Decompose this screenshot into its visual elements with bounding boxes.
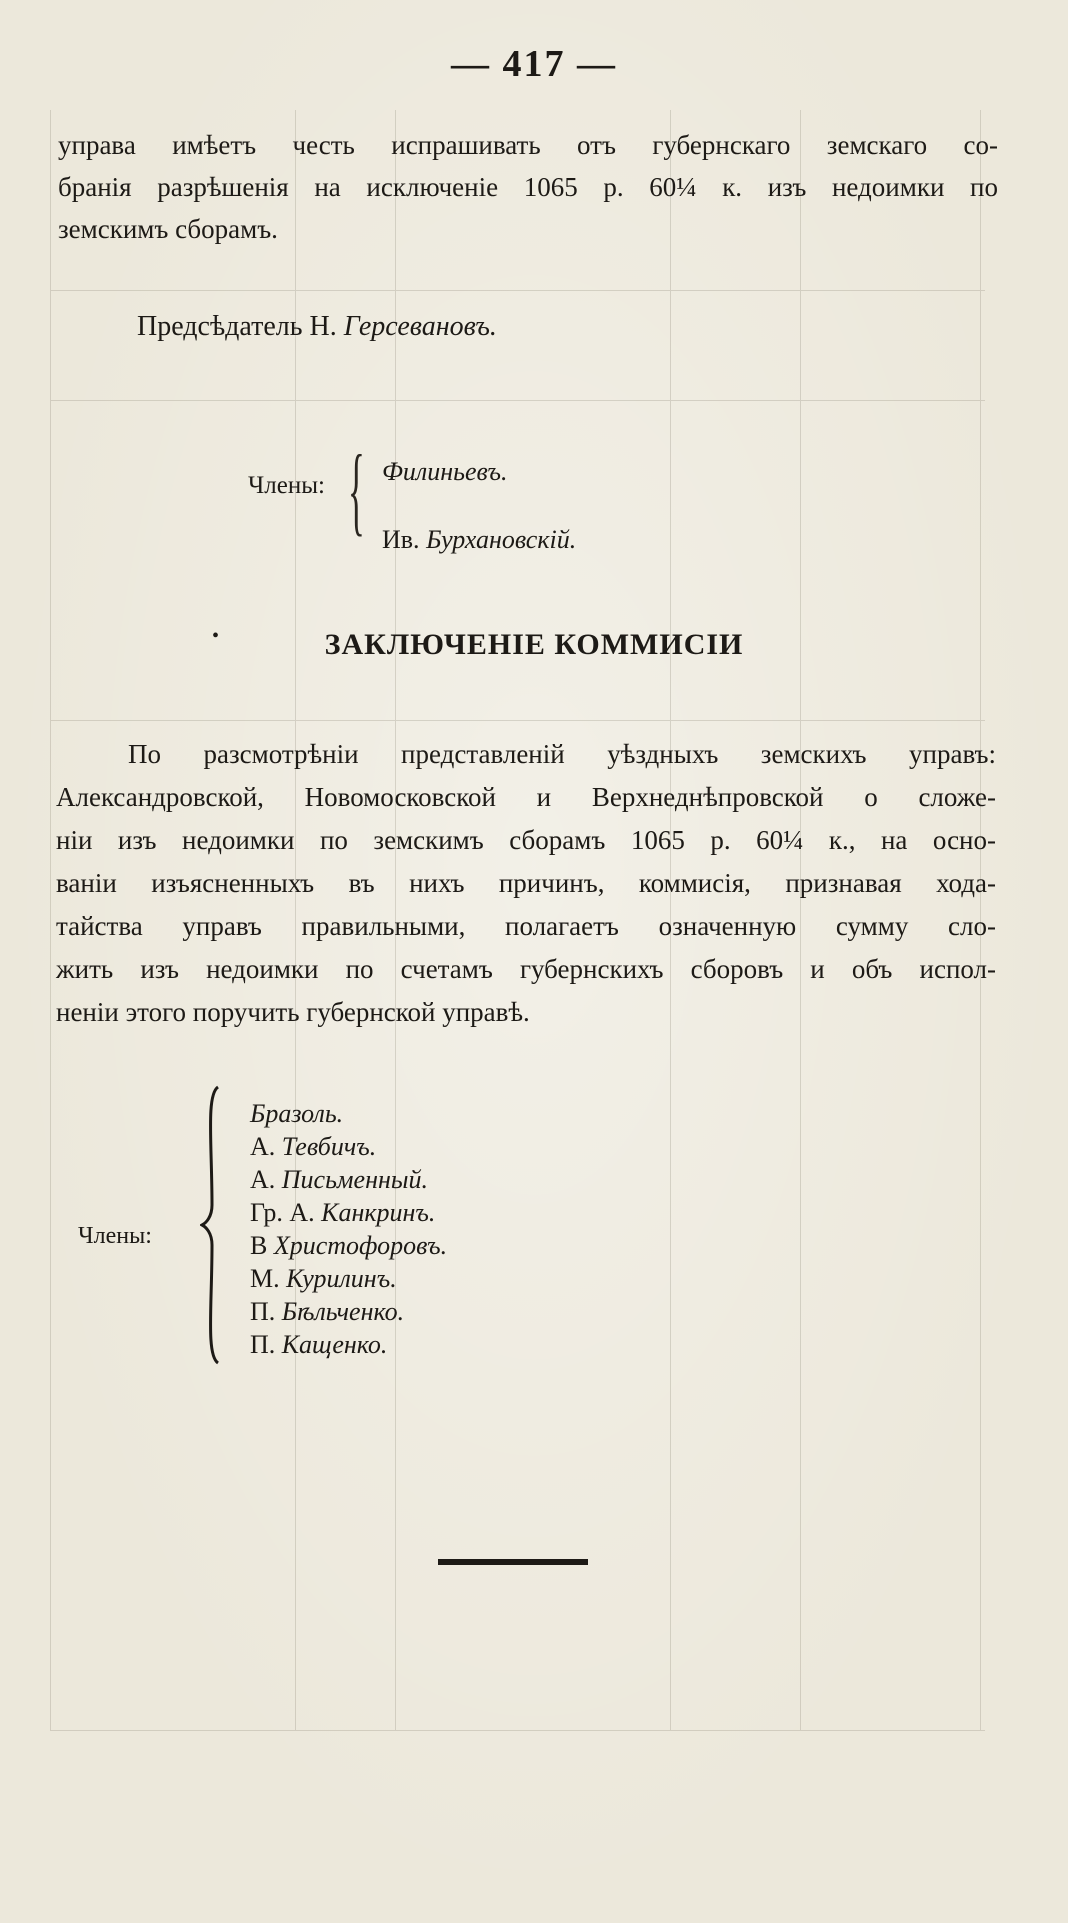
member-entry (250, 1295, 447, 1328)
member-entry (250, 1196, 447, 1229)
member-name: Христофоровъ. (273, 1231, 448, 1260)
conclusion-line: жить изъ недоимки по счетамъ губернскихъ сборовъ и объ испол- (56, 954, 996, 984)
brace (200, 1085, 226, 1365)
brace: { (348, 434, 365, 545)
member-entry (382, 506, 576, 574)
chairman-name: Герсевановъ. (343, 311, 497, 342)
member-name: Бѣльченко. (281, 1297, 405, 1326)
members-list (250, 1097, 447, 1361)
member-initial: Гр. А. (250, 1198, 315, 1227)
stray-mark: • (212, 625, 220, 647)
member-initial: Ив. (382, 525, 420, 554)
member-name: Канкринъ. (321, 1198, 436, 1227)
member-initial: П. (250, 1297, 276, 1326)
member-name: Тевбичъ. (281, 1132, 377, 1161)
member-name: Филиньевъ. (382, 457, 508, 486)
page-number: — 417 — (451, 43, 617, 85)
conclusion-line: ваніи изъясненныхъ въ нихъ причинъ, коммисія, признавая хода- (56, 868, 996, 898)
intro-line: бранія разрѣшенія на исключеніе 1065 р. 60¼ к. изъ недоимки по (58, 172, 998, 202)
conclusion-line: По разсмотрѣніи представленій уѣздныхъ земскихъ управъ: (128, 739, 996, 769)
member-entry (250, 1130, 447, 1163)
intro-paragraph (58, 124, 998, 250)
member-entry (250, 1097, 447, 1130)
member-initial: А. (250, 1132, 276, 1161)
member-name: Бразоль. (250, 1099, 344, 1128)
member-entry (250, 1262, 447, 1295)
members-label: Члены: (248, 472, 325, 499)
conclusion-line: Александровской, Новомосковской и Верхнеднѣпровской о сложе- (56, 782, 996, 812)
member-initial: М. (250, 1264, 280, 1293)
member-name: Бурхановскій. (426, 525, 577, 554)
member-initial: А. (250, 1165, 276, 1194)
intro-line: земскимъ сборамъ. (58, 214, 278, 244)
conclusion-line: тайства управъ правильными, полагаетъ означенную сумму сло- (56, 911, 996, 941)
member-name: Кащенко. (281, 1330, 388, 1359)
member-entry (382, 438, 576, 506)
member-initial: В (250, 1231, 268, 1260)
closing-rule (438, 1559, 588, 1565)
chairman-signature (137, 311, 497, 343)
member-initial: П. (250, 1330, 276, 1359)
section-heading: ЗАКЛЮЧЕНІЕ КОММИСІИ (324, 628, 744, 661)
member-name: Письменный. (281, 1165, 428, 1194)
member-entry (250, 1163, 447, 1196)
member-name: Курилинъ. (286, 1264, 397, 1293)
conclusion-paragraph (56, 733, 996, 1034)
conclusion-line: ніи изъ недоимки по земскимъ сборамъ 1065 р. 60¼ к., на осно- (56, 825, 996, 855)
members-label: Члены: (78, 1223, 152, 1249)
chairman-title: Предсѣдатель Н. (137, 311, 337, 342)
intro-line: управа имѣетъ честь испрашивать отъ губернскаго земскаго со- (58, 130, 998, 160)
conclusion-line: неніи этого поручить губернской управѣ. (56, 997, 530, 1027)
member-entry (250, 1328, 447, 1361)
members-list (382, 438, 576, 574)
member-entry (250, 1229, 447, 1262)
